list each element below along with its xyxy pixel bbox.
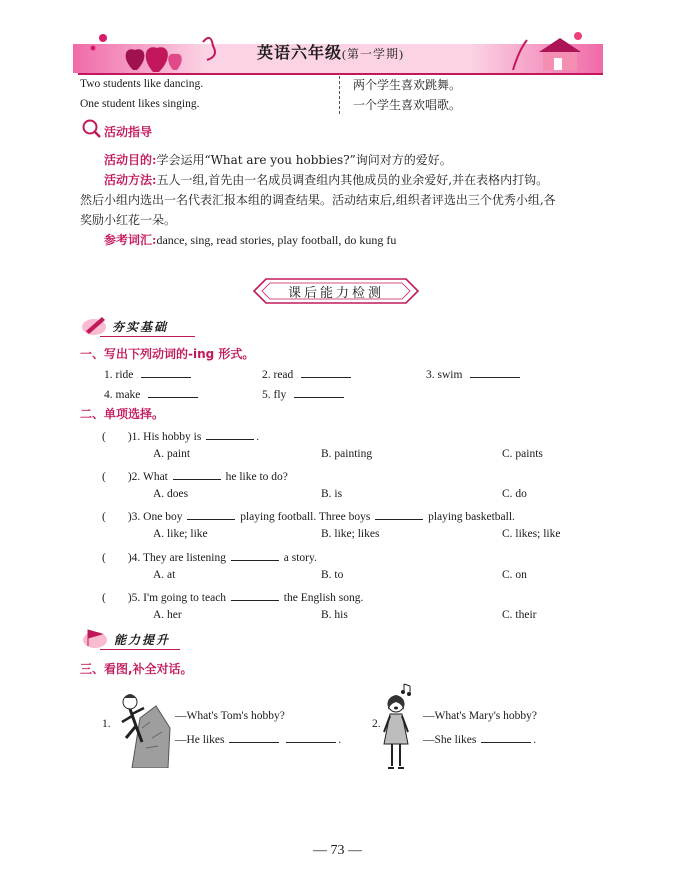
q3-option-c[interactable]: C. likes; like — [502, 528, 561, 540]
q3-option-a[interactable]: A. like; like — [153, 528, 208, 540]
q1-option-a[interactable]: A. paint — [153, 448, 191, 460]
answer-blank[interactable] — [231, 589, 279, 601]
dialogue-2-question: —What's Mary's hobby? — [423, 710, 538, 722]
q4-option-b[interactable]: B. to — [321, 569, 344, 581]
ability-label: 能力提升 — [114, 633, 171, 647]
guide-method-1 — [104, 170, 548, 190]
page-number: — 73 — — [313, 843, 362, 858]
part3-title: 三、看图,补全对话。 — [80, 662, 193, 676]
pencil-icon — [80, 313, 110, 337]
q4-option-a[interactable]: A. at — [153, 569, 176, 581]
answer-blank[interactable] — [141, 366, 191, 378]
answer-blank[interactable] — [301, 366, 351, 378]
dialogue-2-answer: —She likes . — [423, 731, 536, 746]
q1-option-b[interactable]: B. painting — [321, 448, 373, 460]
part1-item-3: 3. swim — [426, 366, 522, 381]
vocab-text: dance, sing, read stories, play football, do kung fu — [156, 233, 397, 247]
page-header-title: 英语六年级(第一学期) — [257, 43, 405, 62]
part1-item-1: 1. ride — [104, 366, 193, 381]
dialogue-2-number: 2. — [372, 718, 381, 730]
header-subtitle: (第一学期) — [342, 47, 405, 61]
part1-item-4: 4. make — [104, 386, 200, 401]
q4-option-c[interactable]: C. on — [502, 569, 527, 581]
question-4: ( )4. They are listening a story. — [102, 549, 317, 564]
method-text-3: 奖励小红花一朵。 — [80, 213, 177, 227]
top-line-en-2: One student likes singing. — [80, 98, 200, 110]
answer-blank[interactable] — [148, 386, 198, 398]
banner-title: 课后能力检测 — [287, 286, 384, 301]
answer-blank[interactable] — [206, 428, 254, 440]
answer-blank[interactable] — [470, 366, 520, 378]
q2-option-a[interactable]: A. does — [153, 488, 189, 500]
dialogue-1-answer: —He likes . — [175, 731, 341, 746]
answer-blank[interactable] — [294, 386, 344, 398]
question-2: ( )2. What he like to do? — [102, 468, 288, 483]
foundation-label: 夯实基础 — [112, 320, 169, 334]
method-text-1: 五人一组,首先由一名成员调查组内其他成员的业余爱好,并在表格内打钩。 — [156, 173, 549, 187]
purpose-label: 活动目的: — [104, 153, 157, 167]
guide-purpose — [104, 150, 452, 170]
q5-option-c[interactable]: C. their — [502, 609, 537, 621]
flag-icon — [80, 626, 110, 650]
climbing-boy-illustration — [112, 688, 172, 768]
q2-option-b[interactable]: B. is — [321, 488, 343, 500]
q3-option-b[interactable]: B. like; likes — [321, 528, 380, 540]
top-line-cn-2: 一个学生喜欢唱歌。 — [353, 98, 462, 112]
purpose-text: 学会运用“What are you hobbies?”询问对方的爱好。 — [156, 153, 452, 167]
q5-option-b[interactable]: B. his — [321, 609, 348, 621]
q2-option-c[interactable]: C. do — [502, 488, 527, 500]
guide-heading: 活动指导 — [104, 125, 153, 139]
vocab-label: 参考词汇: — [104, 233, 157, 247]
answer-blank[interactable] — [375, 508, 423, 520]
dialogue-1-number: 1. — [102, 718, 111, 730]
dialogue-1-question: —What's Tom's hobby? — [175, 710, 285, 722]
question-1: ( )1. His hobby is . — [102, 428, 259, 443]
answer-blank[interactable] — [231, 549, 279, 561]
answer-blank[interactable] — [173, 468, 221, 480]
magnifier-icon — [80, 118, 104, 140]
ability-underline — [100, 649, 180, 650]
part1-item-5: 5. fly — [262, 386, 346, 401]
foundation-underline — [100, 336, 195, 337]
answer-blank[interactable] — [187, 508, 235, 520]
method-label: 活动方法: — [104, 173, 157, 187]
part2-title: 二、单项选择。 — [80, 407, 165, 421]
method-text-2: 然后小组内选出一名代表汇报本组的调查结果。活动结束后,组织者评选出三个优秀小组,各 — [80, 193, 556, 207]
q1-option-c[interactable]: C. paints — [502, 448, 543, 460]
answer-blank[interactable] — [229, 731, 279, 743]
guide-vocab — [104, 230, 396, 250]
answer-blank[interactable] — [481, 731, 531, 743]
part1-title: 一、写出下列动词的-ing 形式。 — [80, 347, 255, 361]
q5-option-a[interactable]: A. her — [153, 609, 182, 621]
header-rule — [78, 73, 603, 75]
answer-blank[interactable] — [286, 731, 336, 743]
singing-girl-illustration — [382, 682, 418, 772]
table-divider — [339, 76, 340, 114]
top-line-en-1: Two students like dancing. — [80, 78, 204, 90]
question-3: ( )3. One boy playing football. Three boys playing basketball. — [102, 508, 515, 523]
part1-item-2: 2. read — [262, 366, 353, 381]
top-line-cn-1: 两个学生喜欢跳舞。 — [353, 78, 462, 92]
question-5: ( )5. I'm going to teach the English song. — [102, 589, 363, 604]
